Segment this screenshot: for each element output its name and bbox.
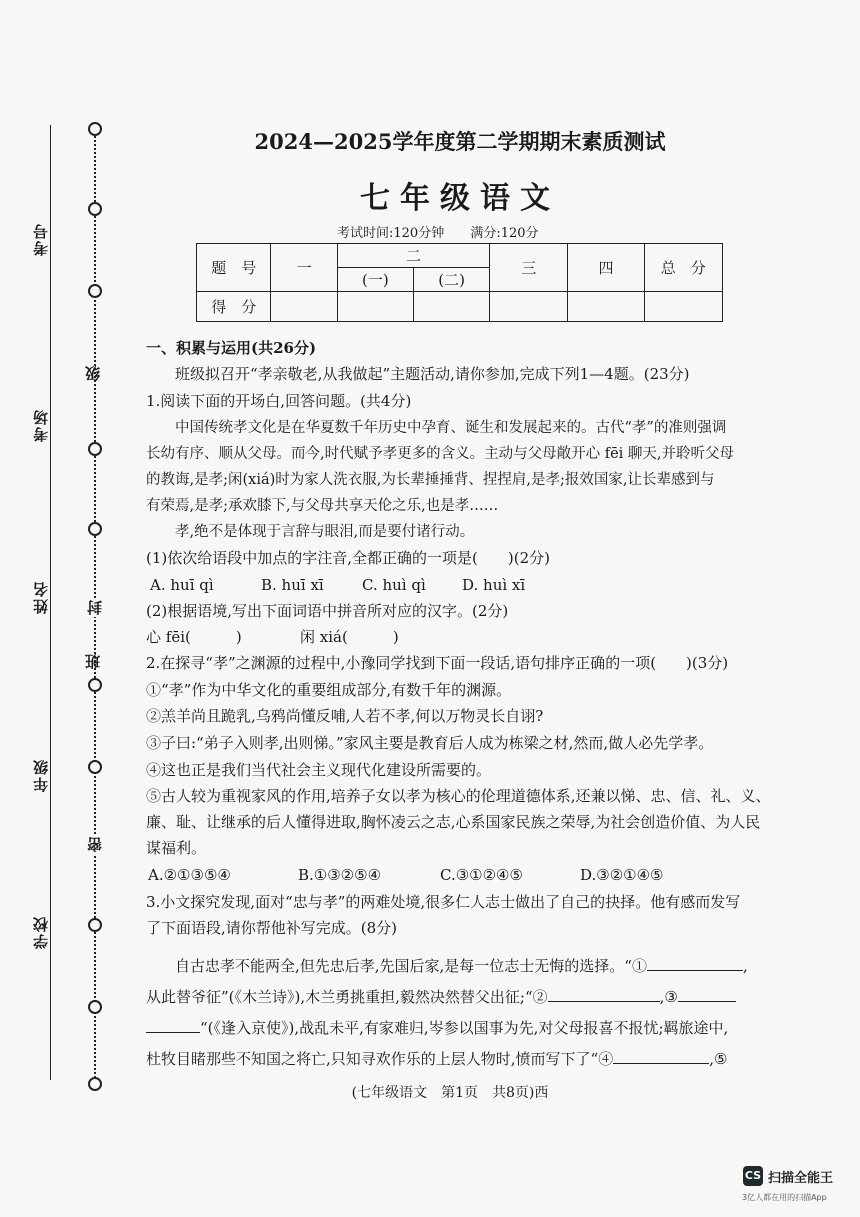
score-header-one: 一 (271, 244, 337, 292)
score-header-two-b: (二) (414, 268, 490, 292)
score-header-tihao: 题 号 (197, 244, 271, 292)
q2-sentence: 谋福利。 (146, 839, 207, 857)
label-kaohao: 考号 (32, 222, 50, 256)
binding-hole (88, 284, 102, 298)
binding-hole (88, 678, 102, 692)
exam-title: 2024—2025学年度第二学期期末素质测试 (254, 129, 666, 154)
camscanner-name: 扫描全能王 (768, 1171, 834, 1186)
label-ji: 级 (84, 366, 102, 381)
q3-passage-line: 自古忠孝不能两全,但先忠后孝,先国后家,是每一位志士无悔的选择。“① , (175, 957, 748, 975)
question-3-stem: 了下面语段,请你帮他补写完成。(8分) (146, 919, 398, 937)
q2-sentence: ④这也正是我们当代社会主义现代化建设所需要的。 (146, 761, 492, 779)
q1-paragraph-line: 有荣焉,是孝;承欢膝下,与父母共享天伦之乐,也是孝…… (146, 498, 499, 514)
question-2-stem: 2.在探寻“孝”之渊源的过程中,小豫同学找到下面一段话,语句排序正确的一项( )(3分) (146, 654, 729, 672)
label-kaochang: 考场 (32, 408, 50, 442)
q3-text: 从此替爷征”(《木兰诗》),木兰勇挑重担,毅然决然替父出征;“② (146, 988, 548, 1006)
exam-time: 考试时间:120分钟 (337, 226, 445, 241)
q1-paragraph-line: 孝,绝不是体现于言辞与眼泪,而是要付诸行动。 (175, 524, 475, 540)
score-cell[interactable] (414, 292, 490, 322)
q2-sentence: ②羔羊尚且跪乳,乌鸦尚懂反哺,人若不孝,何以万物灵长自诩? (146, 707, 544, 725)
q2-sentence: 廉、耻、让继承的后人懂得进取,胸怀凌云之志,心系国家民族之荣辱,为社会创造价值、为人民 (146, 813, 761, 831)
exam-info (337, 222, 539, 241)
q1-sub-1: (1)依次给语段中加点的字注音,全都正确的一项是( )(2分) (146, 549, 550, 567)
page-footer: (七年级语文 第1页 共8页)西 (351, 1085, 549, 1101)
q3-passage-line (146, 987, 736, 1007)
score-cell[interactable] (271, 292, 337, 322)
score-header-two: 二 (337, 244, 490, 268)
section-intro: 班级拟召开“孝亲敬老,从我做起”主题活动,请你参加,完成下列1—4题。(23分) (175, 365, 690, 383)
q3-text: “(《逢入京使》),战乱未平,有家难归,岑参以国事为先,对父母报喜不报忧;羁旅途中, (200, 1019, 729, 1037)
q1-paragraph-line: 中国传统孝文化是在华夏数千年历史中孕育、诞生和发展起来的。古代“孝”的准则强调 (175, 420, 727, 436)
seal-feng: 封 (86, 600, 104, 615)
score-table (196, 243, 723, 322)
binding-hole (88, 522, 102, 536)
q1-paragraph-line: 的教诲,是孝;闲(xiá)时为家人洗衣服,为长辈捶捶背、捏捏肩,是孝;报效国家,让长辈感到与 (146, 472, 715, 488)
question-3-stem: 3.小文探究发现,面对“忠与孝”的两难处境,很多仁人志士做出了自己的抉择。他有感而发写 (146, 893, 741, 911)
subject-title: 七年级语文 (360, 181, 560, 216)
label-ban: 班 (84, 654, 102, 669)
score-header-total: 总 分 (644, 244, 722, 292)
binding-hole (88, 442, 102, 456)
score-row-label: 得 分 (197, 292, 271, 322)
q3-text: ,⑤ (709, 1050, 728, 1068)
q3-blank-2[interactable] (548, 1001, 660, 1002)
q1-sub-2: (2)根据语境,写出下面词语中拼音所对应的汉字。(2分) (146, 602, 509, 620)
binding-hole (88, 918, 102, 932)
score-cell[interactable] (568, 292, 644, 322)
q3-blank-4[interactable] (613, 1063, 709, 1064)
q1-fill-fei[interactable]: 心 fēi( ) (146, 628, 242, 646)
q2-option-a[interactable]: A.②①③⑤④ (148, 866, 231, 884)
q3-blank-1[interactable] (647, 970, 743, 971)
q3-text: 自古忠孝不能两全,但先忠后孝,先国后家,是每一位志士无悔的选择。“① (175, 957, 647, 975)
q2-option-b[interactable]: B.①③②⑤④ (298, 866, 382, 884)
q2-sentence: ③子曰:“弟子入则孝,出则悌。”家风主要是教育后人成为栋梁之材,然而,做人必先学孝。 (146, 734, 714, 752)
q2-sentence: ⑤古人较为重视家风的作用,培养子女以孝为核心的伦理道德体系,还兼以悌、忠、信、礼、义、 (146, 787, 771, 805)
q2-option-c[interactable]: C.③①②④⑤ (440, 866, 523, 884)
q1-option-a[interactable]: A. huī qì (150, 576, 214, 594)
score-cell[interactable] (337, 292, 413, 322)
q1-option-b[interactable]: B. huī xī (261, 576, 324, 594)
q3-blank-3-cont[interactable] (146, 1032, 200, 1033)
q1-option-d[interactable]: D. huì xī (462, 576, 526, 594)
q2-sentence: ①“孝”作为中华文化的重要组成部分,有数千年的渊源。 (146, 681, 512, 699)
score-header-four: 四 (568, 244, 644, 292)
seal-mi: 密 (86, 837, 104, 852)
full-score: 满分:120分 (470, 226, 539, 241)
camscanner-logo: CS (743, 1166, 763, 1186)
q3-passage-line (146, 1049, 727, 1069)
q2-option-d[interactable]: D.③②①④⑤ (580, 866, 664, 884)
score-cell[interactable] (644, 292, 722, 322)
score-header-three: 三 (490, 244, 568, 292)
camscanner-tagline: 3亿人都在用的扫描App (742, 1193, 827, 1202)
label-nianji: 年级 (32, 758, 50, 792)
q1-option-c[interactable]: C. huì qì (362, 576, 426, 594)
binding-hole (88, 1000, 102, 1014)
score-header-two-a: (一) (337, 268, 413, 292)
q1-fill-xia[interactable]: 闲 xiá( ) (300, 628, 399, 646)
binding-hole (88, 760, 102, 774)
label-xingming: 姓名 (32, 580, 50, 614)
question-1-stem: 1.阅读下面的开场白,回答问题。(共4分) (146, 392, 412, 410)
q3-blank-3[interactable] (678, 1001, 736, 1002)
label-xuexiao: 学校 (32, 915, 50, 949)
q3-text: 杜牧目睹那些不知国之将亡,只知寻欢作乐的上层人物时,愤而写下了“④ (146, 1050, 614, 1068)
section-heading: 一、积累与运用(共26分) (146, 339, 317, 357)
score-cell[interactable] (490, 292, 568, 322)
q3-passage-line (146, 1018, 728, 1038)
q1-paragraph-line: 长幼有序、顺从父母。而今,时代赋予孝更多的含义。主动与父母敞开心 fēi 聊天,并聆听父母 (146, 446, 735, 462)
q3-text: ,③ (659, 988, 678, 1006)
